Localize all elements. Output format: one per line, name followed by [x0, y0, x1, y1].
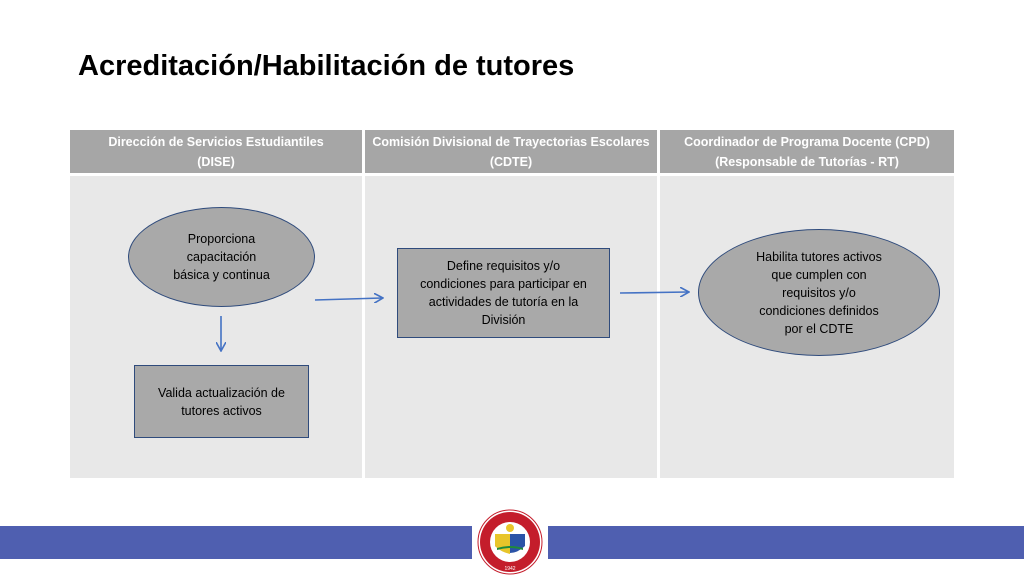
- node-capacitacion: [128, 207, 315, 307]
- node-define-line2: condiciones para participar en: [420, 277, 587, 291]
- university-seal-logo: [477, 508, 543, 576]
- node-valida-line1: Valida actualización de: [158, 385, 285, 400]
- node-capacitacion-line1: Proporciona: [187, 232, 256, 246]
- node-habilita-line2: que cumplen con: [771, 267, 867, 282]
- lane-header-cpd-line2: (Responsable de Tutorías - RT): [715, 154, 899, 169]
- lane-header-dise: [70, 130, 362, 173]
- footer-bar-left: [0, 526, 472, 559]
- slide-title: Acreditación/Habilitación de tutores: [78, 50, 575, 82]
- node-valida: [134, 365, 309, 438]
- node-define-line1: Define requisitos y/o: [446, 259, 561, 273]
- node-capacitacion-line3: básica y continua: [173, 268, 270, 282]
- lane-header-cdte: [365, 130, 657, 173]
- lane-header-cdte-line1: Comisión Divisional de Trayectorias Escolares: [372, 134, 650, 149]
- lane-header-dise-line1: Dirección de Servicios Estudiantiles: [108, 134, 324, 149]
- node-define-line3: actividades de tutoría en la: [428, 295, 579, 309]
- node-valida-line2: tutores activos: [181, 403, 262, 418]
- lane-header-cdte-line2: (CDTE): [489, 154, 533, 169]
- node-habilita-line5: por el CDTE: [784, 321, 854, 336]
- node-habilita-line4: condiciones definidos: [759, 303, 879, 318]
- node-capacitacion-line2: capacitación: [186, 250, 257, 264]
- node-define-line4: División: [481, 313, 526, 327]
- node-define: [397, 248, 610, 338]
- svg-text:1942: 1942: [504, 566, 516, 572]
- lane-header-dise-line2: (DISE): [197, 154, 235, 169]
- footer-bar-right: [548, 526, 1024, 559]
- lane-header-cpd: [660, 130, 954, 173]
- node-habilita-line3: requisitos y/o: [782, 285, 856, 300]
- node-habilita: [698, 229, 940, 356]
- node-habilita-line1: Habilita tutores activos: [756, 249, 882, 264]
- lane-header-cpd-line1: Coordinador de Programa Docente (CPD): [684, 134, 930, 149]
